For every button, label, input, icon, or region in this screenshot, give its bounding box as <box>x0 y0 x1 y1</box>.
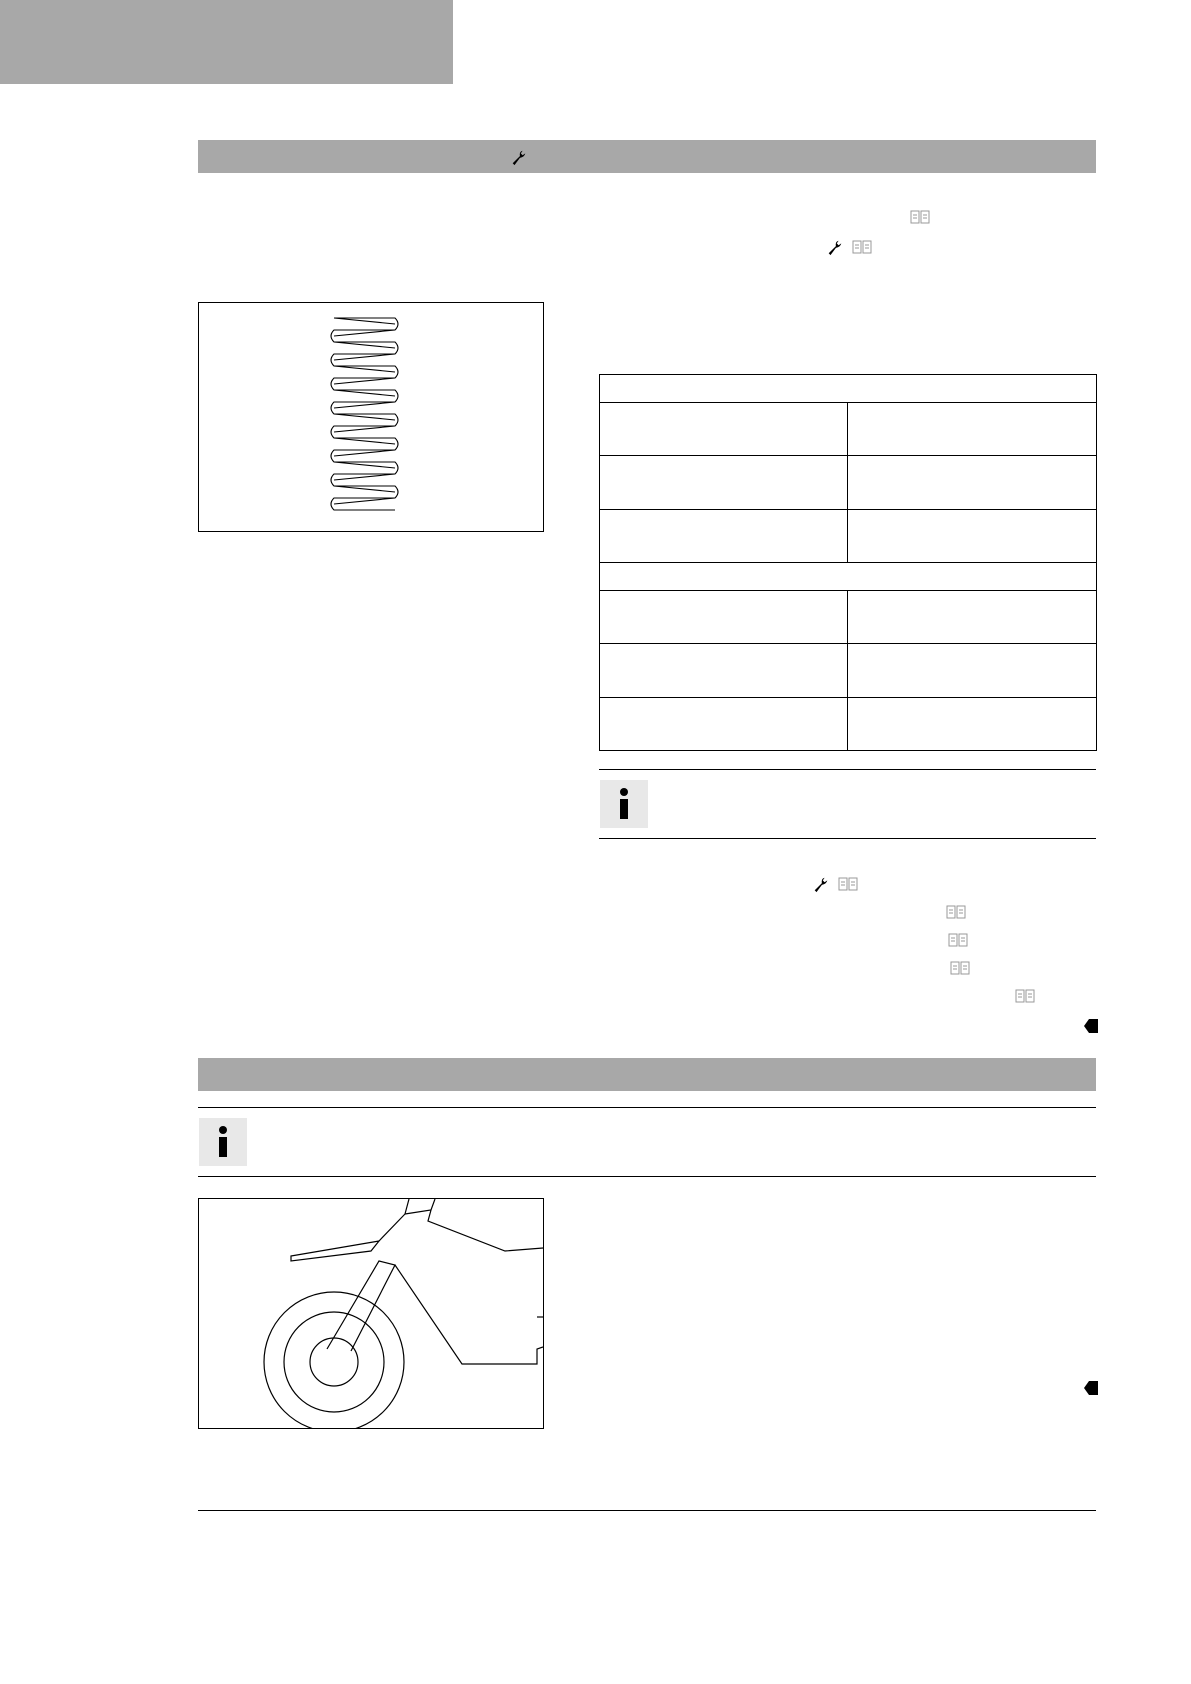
table-cell <box>600 590 848 643</box>
end-of-section-icon <box>1084 1019 1098 1033</box>
table-cell <box>848 590 1097 643</box>
table-cell <box>600 644 848 697</box>
info-icon <box>600 780 648 828</box>
info-bottom-rule <box>198 1176 1096 1177</box>
spring-figure <box>198 302 544 532</box>
section-heading-bar <box>198 140 1096 173</box>
table-cell <box>600 509 848 562</box>
info-icon <box>199 1118 247 1166</box>
table-cell <box>848 644 1097 697</box>
book-reference-icon[interactable] <box>852 239 872 255</box>
table-group-header <box>600 562 1097 590</box>
coil-spring-drawing <box>199 303 543 531</box>
book-reference-icon[interactable] <box>1015 988 1035 1004</box>
motorcycle-figure <box>198 1198 544 1429</box>
footer-rule <box>198 1510 1096 1511</box>
table-cell <box>848 402 1097 455</box>
table-cell <box>848 456 1097 509</box>
info-bottom-rule <box>599 838 1096 839</box>
table-cell <box>600 402 848 455</box>
book-reference-icon[interactable] <box>948 932 968 948</box>
wrench-icon <box>812 875 830 893</box>
book-reference-icon[interactable] <box>950 960 970 976</box>
motorcycle-front-drawing <box>199 1199 543 1428</box>
wrench-icon <box>826 238 844 256</box>
section-heading-bar <box>198 1058 1096 1091</box>
table-cell <box>848 509 1097 562</box>
info-top-rule <box>198 1107 1096 1108</box>
table-cell <box>848 697 1097 751</box>
book-reference-icon[interactable] <box>838 876 858 892</box>
end-of-section-icon <box>1084 1381 1098 1395</box>
table-cell <box>600 456 848 509</box>
book-reference-icon[interactable] <box>910 209 930 225</box>
book-reference-icon[interactable] <box>946 904 966 920</box>
info-top-rule <box>599 769 1096 770</box>
table-group-header <box>600 375 1097 403</box>
header-tab <box>0 0 453 84</box>
wrench-icon <box>510 148 528 166</box>
spec-table <box>599 374 1097 751</box>
table-cell <box>600 697 848 751</box>
